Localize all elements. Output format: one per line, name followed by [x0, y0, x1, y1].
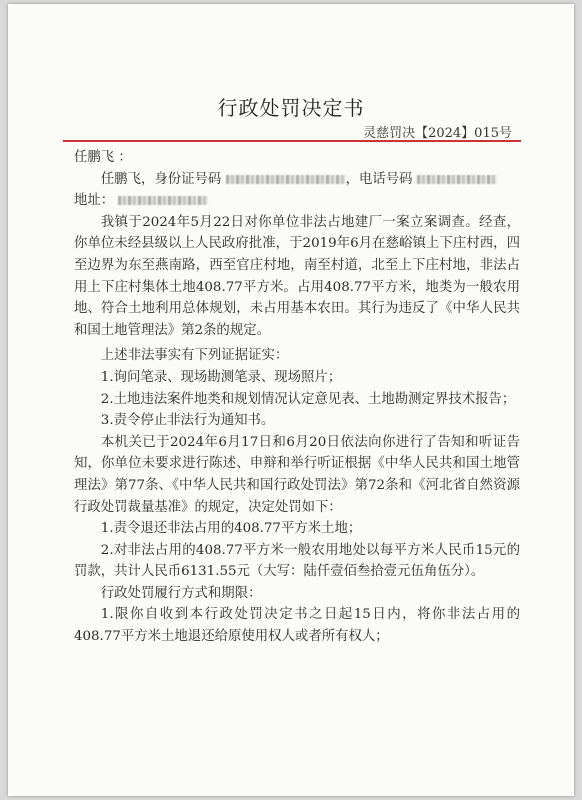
- document-body: [74, 147, 520, 648]
- addressee: 任鹏飞 ：: [74, 150, 132, 165]
- redacted-phone-number: [417, 175, 497, 184]
- identity-line: [74, 169, 520, 191]
- paragraph-enforcement-intro: 行政处罚履行方式和期限：: [100, 585, 262, 601]
- evidence-item-2: 2.土地违法案件地类和规划情况认定意见表、土地勘测定界技术报告；: [100, 391, 516, 407]
- penalty-item-1: 1.责令退还非法占用的408.77平方米土地；: [100, 521, 362, 537]
- penalty-item-2: 2.对非法占用的408.77平方米一般农用地处以每平方米人民币15元的罚款，共计人民币6131.55元（大写：陆仟壹佰叁拾壹元伍角伍分）。: [74, 542, 520, 580]
- redacted-address: [118, 196, 208, 205]
- document-title: 行政处罚决定书: [217, 96, 365, 120]
- header-divider: [63, 140, 521, 142]
- evidence-item-3: 3.责令停止非法行为通知书。: [100, 413, 275, 429]
- document-number: 灵慈罚决【2024】015号: [363, 126, 512, 141]
- evidence-item-1: 1.询问笔录、现场勘测笔录、现场照片；: [100, 369, 342, 385]
- id-label: 身份证号码: [154, 171, 222, 187]
- document-page: [8, 4, 574, 796]
- redacted-id-number: [226, 175, 346, 184]
- phone-label: ，电话号码: [345, 171, 413, 187]
- address-line: [74, 190, 520, 212]
- party-name: 任鹏飞，: [100, 171, 155, 187]
- enforcement-item-1: 1.限你自收到本行政处罚决定书之日起15日内，将你非法占用的408.77平方米土地退还给原使用权人或者所有权人；: [74, 607, 520, 645]
- paragraph-evidence-intro: 上述非法事实有下列证据证实：: [100, 348, 289, 364]
- paragraph-facts: 我镇于2024年5月22日对你单位非法占地建厂一案立案调查。经查，你单位未经县级以上人民政府批准，于2019年6月在慈峪镇上下庄村西，四至边界为东至燕南路，西至官庄村地，南至村道，北至上下庄村地，非法占用上下庄村集体土地408.77平方米。占用408.77平方米，地类为一般农用地、符合土地利用总体规划，未占用基本农田。其行为违反了《中华人民共和国土地管理法》第2条的规定。: [74, 214, 520, 338]
- paragraph-decision-basis: 本机关已于2024年6月17日和6月20日依法向你进行了告知和听证告知，你单位未要求进行陈述、申辩和举行听证根据《中华人民共和国土地管理法》第77条、《中华人民共和国行政处罚法》第72条和《河北省自然资源行政处罚裁量基准》的规定，决定处罚如下：: [74, 434, 520, 515]
- address-label: 地址：: [74, 193, 115, 209]
